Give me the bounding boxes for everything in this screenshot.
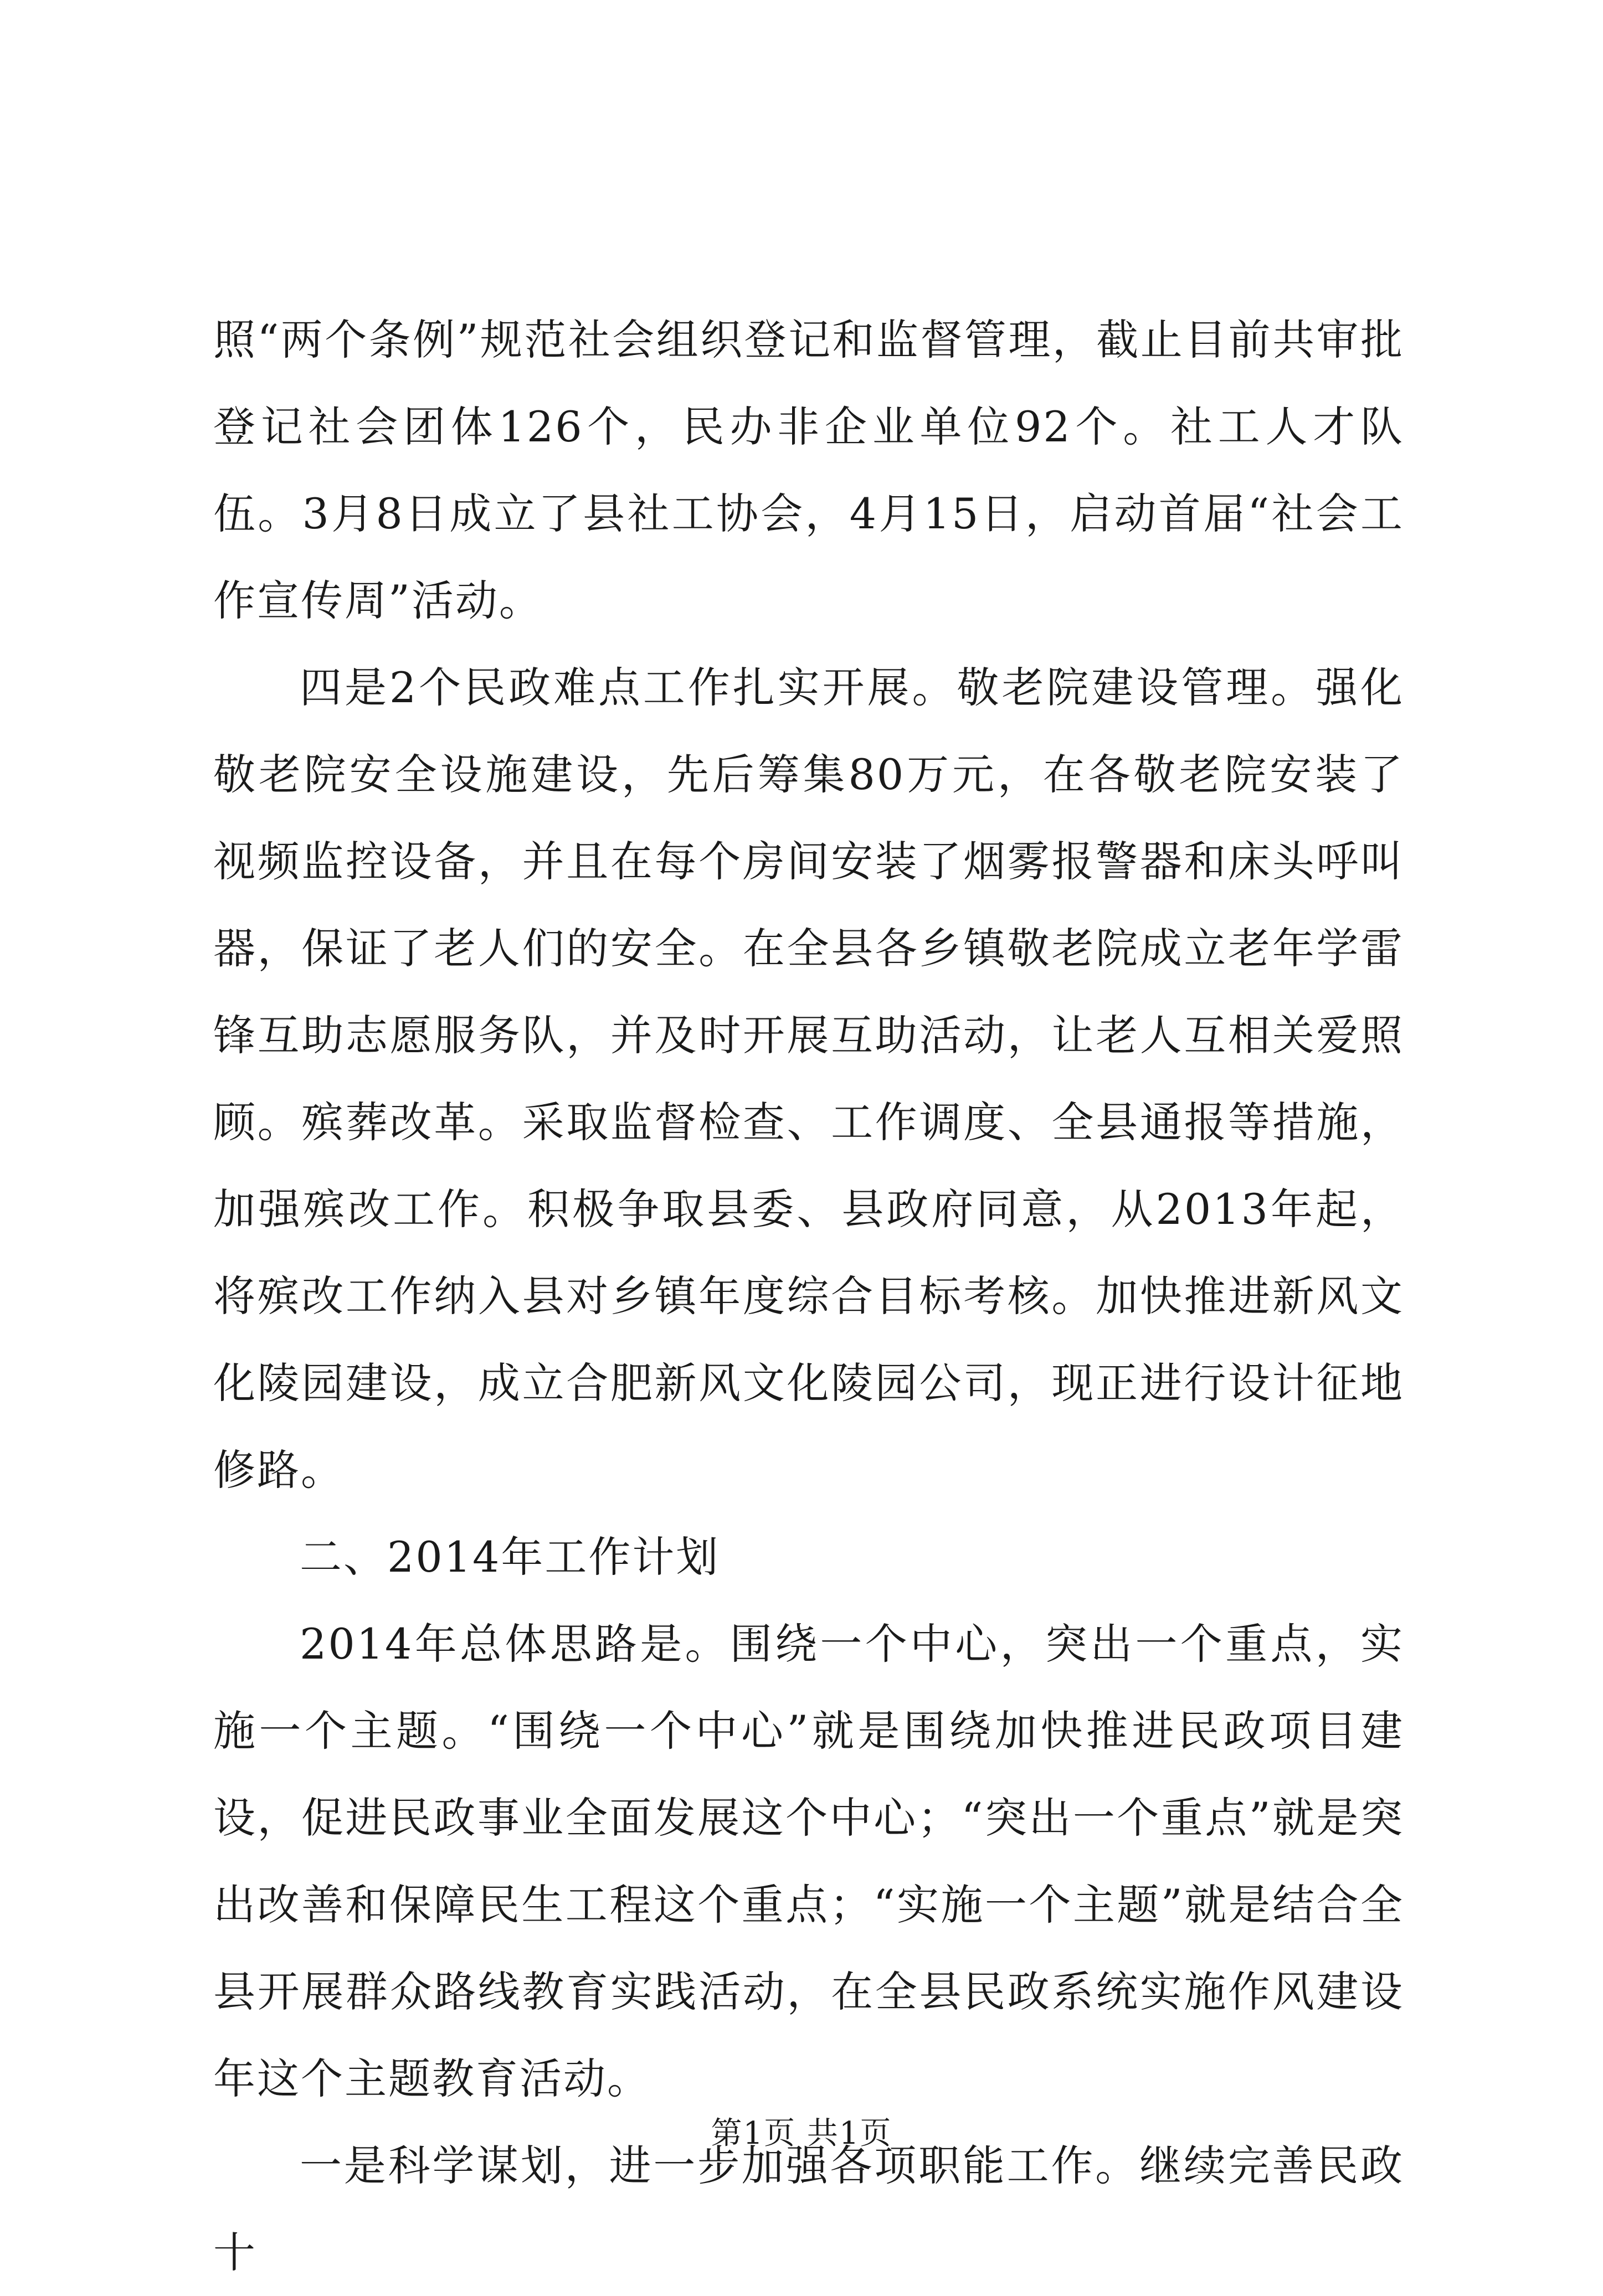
paragraph: 2014年总体思路是。围绕一个中心，突出一个重点，实施一个主题。“围绕一个中心”就是围绕加快推进民政项目建设，促进民政事业全面发展这个中心；“突出一个重点”就是突出改善和保障民生工程这个重点；“实施一个主题”就是结合全县开展群众路线教育实践活动，在全县民政系统实施作风建设年这个主题教育活动。	[213, 1619, 1404, 2103]
paragraph: 一是科学谋划，进一步加强各项职能工作。继续完善民政十	[213, 2141, 1404, 2277]
section-heading: 二、2014年工作计划	[300, 1532, 720, 1582]
paragraph: 四是2个民政难点工作扎实开展。敬老院建设管理。强化敬老院安全设施建设，先后筹集80万元，在各敬老院安装了视频监控设备，并且在每个房间安装了烟雾报警器和床头呼叫器，保证了老人们的安全。在全县各乡镇敬老院成立老年学雷锋互助志愿服务队，并及时开展互助活动，让老人互相关爱照顾。殡葬改革。采取监督检查、工作调度、全县通报等措施，加强殡改工作。积极争取县委、县政府同意，从2013年起，将殡改工作纳入县对乡镇年度综合目标考核。加快推进新风文化陵园建设，成立合肥新风文化陵园公司，现正进行设计征地修路。	[213, 663, 1404, 1495]
document-body	[213, 296, 1404, 2296]
paragraph: 照“两个条例”规范社会组织登记和监督管理，截止目前共审批登记社会团体126个，民办非企业单位92个。社工人才队伍。3月8日成立了县社工协会，4月15日，启动首届“社会工作宣传周”活动。	[213, 315, 1404, 625]
page-footer: 第1页 共1页	[711, 2115, 892, 2151]
